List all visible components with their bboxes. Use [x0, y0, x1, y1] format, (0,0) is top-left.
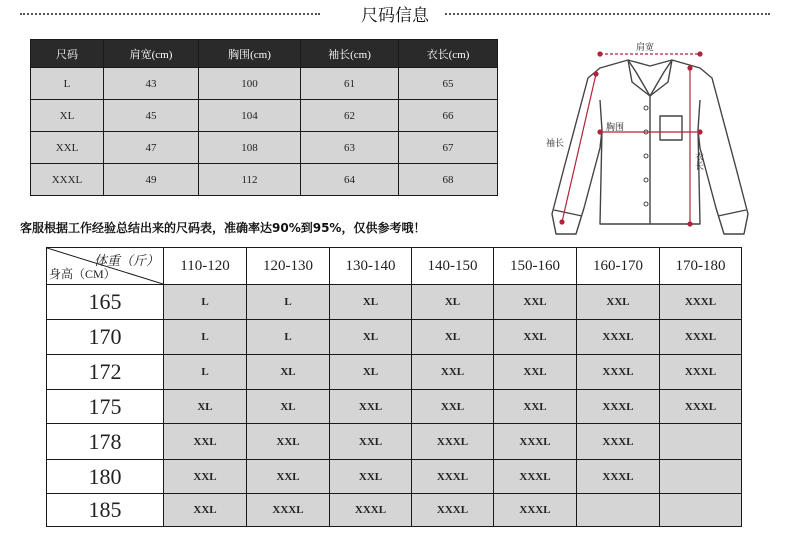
size-table-row	[31, 132, 498, 164]
page-title-text: 尺码信息	[345, 6, 445, 26]
size-recommendation-cell: XXXL	[577, 320, 660, 355]
size-recommendation-cell: XXL	[247, 424, 330, 460]
weight-header: 120-130	[247, 248, 330, 285]
size-table-header	[31, 40, 498, 68]
size-recommendation-cell: XXL	[412, 355, 494, 390]
size-cell: 67	[399, 132, 498, 164]
height-axis-label: 身高（CM）	[49, 267, 116, 281]
height-row	[47, 424, 742, 460]
size-cell: XL	[31, 100, 104, 132]
size-recommendation-cell: XXXL	[660, 285, 742, 320]
size-header-cell: 肩宽(cm)	[104, 40, 199, 68]
size-cell: 100	[199, 68, 301, 100]
size-recommendation-cell: XL	[164, 390, 247, 424]
size-recommendation-cell: XXL	[330, 460, 412, 494]
shoulder-label: 肩宽	[636, 43, 655, 53]
weight-header: 140-150	[412, 248, 494, 285]
size-table-row	[31, 100, 498, 132]
size-recommendation-cell: XL	[412, 285, 494, 320]
weight-header: 170-180	[660, 248, 742, 285]
weight-header: 150-160	[494, 248, 577, 285]
size-recommendation-cell: XXL	[494, 390, 577, 424]
height-value: 185	[47, 494, 164, 527]
size-cell: 66	[399, 100, 498, 132]
height-row	[47, 355, 742, 390]
size-recommendation-cell: L	[164, 320, 247, 355]
height-value: 178	[47, 424, 164, 460]
sleeve-label: 袖长	[546, 139, 565, 149]
height-value: 175	[47, 390, 164, 424]
size-recommendation-cell: XXL	[494, 285, 577, 320]
size-cell: 63	[301, 132, 399, 164]
size-cell: 49	[104, 164, 199, 196]
size-recommendation-cell: XXL	[164, 424, 247, 460]
size-recommendation-cell: XXL	[247, 460, 330, 494]
size-cell: XXL	[31, 132, 104, 164]
size-recommendation-cell: XL	[330, 320, 412, 355]
height-row	[47, 390, 742, 424]
size-recommendation-cell: XXL	[330, 390, 412, 424]
size-cell: 64	[301, 164, 399, 196]
size-cell: 112	[199, 164, 301, 196]
height-value: 180	[47, 460, 164, 494]
size-cell: L	[31, 68, 104, 100]
size-recommendation-cell: XXXL	[247, 494, 330, 527]
size-recommendation-cell: XXL	[164, 494, 247, 527]
corner-cell	[47, 248, 164, 285]
size-recommendation-cell: XL	[247, 390, 330, 424]
size-recommendation-cell: XXXL	[660, 355, 742, 390]
chest-label: 胸围	[606, 123, 625, 133]
height-value: 170	[47, 320, 164, 355]
weight-axis-label: 体重（斤）	[93, 253, 159, 268]
size-recommendation-cell: XXL	[330, 424, 412, 460]
size-recommendation-cell: XXXL	[412, 424, 494, 460]
size-cell: 108	[199, 132, 301, 164]
weight-header-row	[47, 248, 742, 285]
size-cell: 43	[104, 68, 199, 100]
size-recommendation-cell: XXXL	[494, 494, 577, 527]
size-recommendation-cell: XXL	[494, 355, 577, 390]
size-header-cell: 胸围(cm)	[199, 40, 301, 68]
size-recommendation-cell: XXXL	[577, 424, 660, 460]
size-cell: 45	[104, 100, 199, 132]
size-recommendation-cell: XXXL	[577, 460, 660, 494]
size-recommendation-cell: L	[247, 285, 330, 320]
shirt-measurement-diagram	[540, 38, 760, 238]
size-recommendation-cell: L	[247, 320, 330, 355]
size-note: 客服根据工作经验总结出来的尺码表，准确率达90%到95%，仅供参考哦！	[20, 221, 426, 235]
size-recommendation-cell: XXL	[577, 285, 660, 320]
size-recommendation-cell: XL	[330, 355, 412, 390]
weight-height-size-table	[46, 247, 742, 527]
size-cell: 47	[104, 132, 199, 164]
size-header-cell: 尺码	[31, 40, 104, 68]
size-cell: 65	[399, 68, 498, 100]
size-recommendation-cell: XXXL	[577, 390, 660, 424]
size-recommendation-cell	[577, 494, 660, 527]
height-row	[47, 320, 742, 355]
size-table-row	[31, 68, 498, 100]
size-recommendation-cell: XXL	[412, 390, 494, 424]
height-value: 172	[47, 355, 164, 390]
page-title	[0, 1, 790, 26]
size-recommendation-cell: XXXL	[412, 494, 494, 527]
height-row	[47, 285, 742, 320]
size-header-cell: 衣长(cm)	[399, 40, 498, 68]
size-cell: 61	[301, 68, 399, 100]
shirt-collar	[628, 60, 672, 96]
size-cell: 62	[301, 100, 399, 132]
size-table	[30, 39, 498, 196]
size-recommendation-cell: XXXL	[577, 355, 660, 390]
size-recommendation-cell: XXL	[164, 460, 247, 494]
height-row	[47, 494, 742, 527]
size-recommendation-cell: XXXL	[412, 460, 494, 494]
height-row	[47, 460, 742, 494]
size-cell: 104	[199, 100, 301, 132]
size-recommendation-cell: XXL	[494, 320, 577, 355]
weight-header: 110-120	[164, 248, 247, 285]
size-recommendation-cell: XXXL	[494, 460, 577, 494]
size-recommendation-cell: XXXL	[660, 320, 742, 355]
height-value: 165	[47, 285, 164, 320]
sleeve-measure-line	[562, 74, 596, 222]
size-header-cell: 袖长(cm)	[301, 40, 399, 68]
size-recommendation-cell: L	[164, 355, 247, 390]
size-recommendation-cell: XXXL	[660, 390, 742, 424]
size-table-row	[31, 164, 498, 196]
size-recommendation-cell: XXXL	[330, 494, 412, 527]
size-recommendation-cell: XXXL	[494, 424, 577, 460]
size-recommendation-cell: XL	[247, 355, 330, 390]
size-cell: 68	[399, 164, 498, 196]
size-recommendation-cell: XL	[330, 285, 412, 320]
size-recommendation-cell	[660, 494, 742, 527]
length-label: 衣长	[693, 152, 703, 170]
weight-header: 130-140	[330, 248, 412, 285]
size-cell: XXXL	[31, 164, 104, 196]
weight-header: 160-170	[577, 248, 660, 285]
size-recommendation-cell	[660, 460, 742, 494]
size-recommendation-cell: L	[164, 285, 247, 320]
size-recommendation-cell: XL	[412, 320, 494, 355]
size-recommendation-cell	[660, 424, 742, 460]
